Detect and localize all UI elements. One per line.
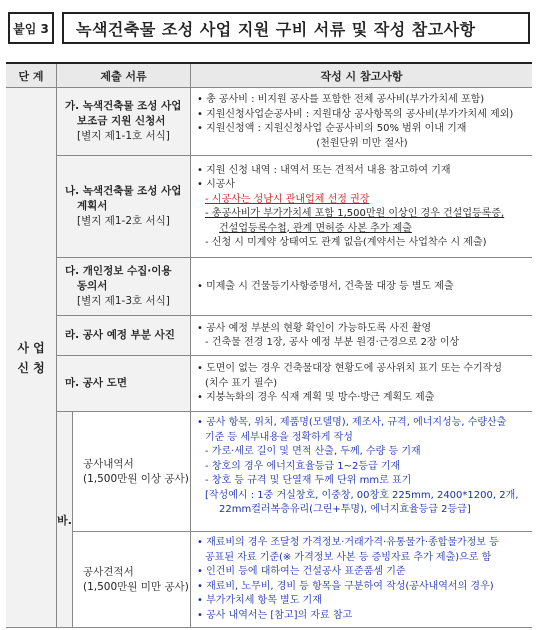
note-line: - 시공사는 성남시 관내업체 선정 권장: [205, 193, 370, 205]
notes-cell: [191, 88, 532, 156]
notes-cell: [191, 258, 532, 316]
note-line: [작성예시 : 1중 거실창호, 이중창, 00창호 225mm, 2400*1200, 2개,: [205, 489, 519, 501]
note-line: • 재료비, 노무비, 경비 등 항목을 구분하여 작성(공사내역서의 경우): [197, 580, 494, 592]
notes-cell: [191, 316, 532, 356]
note-line: • 지원신청액 : 지원신청사업 순공사비의 50% 범위 이내 기재: [197, 123, 467, 134]
note-line: 건설업등록수첩, 관계 면허증 사본 추가 제출: [219, 222, 412, 234]
notes-cell: [191, 532, 532, 628]
note-line: • 미제출 시 건물등기사항증명서, 건축물 대장 등 별도 제출: [197, 280, 454, 292]
note-line: - 창호 등 규격 및 단열재 두께 단위 mm로 표기: [205, 475, 412, 486]
page-title: 녹색건축물 조성 사업 지원 구비 서류 및 작성 참고사항: [62, 12, 530, 44]
column-header-stage: 단 계: [6, 64, 57, 88]
document-title: 계획서: [77, 200, 108, 212]
note-line: • 총 공사비 : 비지원 공사를 포함한 전체 공사비(부가가치세 포함): [197, 94, 485, 105]
document-title: 다. 개인정보 수집·이용: [65, 265, 172, 277]
note-line: • 지붕녹화의 경우 식재 계획 및 방수·방근 계획도 제출: [197, 392, 435, 404]
document-table: [6, 62, 532, 628]
stage-cell: [6, 88, 57, 628]
document-title-cell: [73, 532, 191, 628]
document-label-ba: 바.: [57, 412, 73, 628]
note-line: • 도면이 없는 경우 건축물대장 현황도에 공사위치 표기 또는 수기작성: [197, 363, 502, 375]
document-condition: (1,500만원 미만 공사): [83, 580, 189, 593]
note-line: 22mm컬러복층유리(그린+투명), 에너지효율등급 2등급]: [219, 504, 471, 515]
document-title: 동의서: [77, 280, 108, 292]
stage-label-line: 신 청: [17, 360, 45, 375]
document-title: 라. 공사 예정 부분 사진: [65, 329, 175, 341]
document-title: 보조금 지원 신청서: [77, 115, 166, 127]
document-form-number: [별지 제1-3호 서식]: [77, 295, 170, 307]
note-line: - 창호의 경우 에너지효율등급 1~2등급 기재: [205, 460, 401, 472]
note-line: • 재료비의 경우 조달청 가격정보·거래가격·유통물가·종합물가정보 등: [197, 537, 499, 548]
note-line: (치수 표기 필수): [205, 377, 278, 389]
document-title: 공사내역서: [83, 457, 134, 470]
note-line: • 시공사: [197, 179, 236, 190]
note-line: - 건축물 전경 1장, 공사 예정 부분 원경·근경으로 2장 이상: [205, 337, 460, 348]
document-title: 공사견적서: [83, 565, 134, 578]
notes-cell: [191, 156, 532, 258]
notes-cell: [191, 356, 532, 412]
note-line: - 총공사비가 부가가치세 포함 1,500만원 이상인 경우 건설업등록증,: [205, 208, 505, 219]
note-line: • 지원 신청 내역 : 내역서 또는 견적서 내용 참고하여 기재: [197, 164, 451, 176]
column-header-documents: 제출 서류: [57, 64, 191, 88]
document-title-cell: [57, 156, 191, 258]
document-title-cell: [57, 356, 191, 412]
note-line: • 부가가치세 항목 별도 기재: [197, 595, 322, 606]
note-line: (천원단위 미만 절사): [316, 137, 408, 149]
note-line: - 신청 시 미계약 상태여도 관계 없음(계약서는 사업착수 시 제출): [205, 237, 487, 248]
document-title-cell: [57, 258, 191, 316]
notes-cell: [191, 412, 532, 532]
note-line: - 가로·세로 길이 및 면적 산출, 두께, 수량 등 기재: [205, 446, 421, 457]
stage-label-line: 사 업: [17, 340, 45, 355]
document-title: 마. 공사 도면: [65, 377, 128, 389]
page-header: [8, 12, 530, 44]
document-form-number: [별지 제1-1호 서식]: [77, 130, 170, 142]
column-header-notes: 작성 시 참고사항: [191, 64, 532, 88]
note-line: • 공사 예정 부분의 현황 확인이 가능하도록 사진 촬영: [197, 322, 432, 334]
note-line: 공표된 자료 기준(※ 가격정보 사본 등 증빙자료 추가 제출)으로 함: [205, 551, 492, 563]
document-title-cell: [57, 316, 191, 356]
appendix-badge: 붙임 3: [8, 12, 54, 44]
note-line: • 공사 항목, 위치, 제품명(모델명), 제조사, 규격, 에너지성능, 수량산출: [197, 417, 507, 428]
document-condition: (1,500만원 이상 공사): [83, 472, 189, 485]
document-form-number: [별지 제1-2호 서식]: [77, 215, 170, 227]
document-title: 가. 녹색건축물 조성 사업: [65, 100, 182, 112]
note-line: • 인건비 등에 대하여는 건설공사 표준품셈 기준: [197, 566, 406, 577]
note-line: • 공사 내역서는 [참고]의 자료 참고: [197, 609, 353, 621]
document-title: 나. 녹색건축물 조성 사업: [65, 185, 182, 197]
note-line: • 지원신청사업순공사비 : 지원대상 공사항목의 공사비(부가가치세 제외): [197, 108, 514, 120]
document-title-cell: [73, 412, 191, 532]
note-line: 기준 등 세부내용을 정확하게 작성: [205, 431, 353, 443]
document-title-cell: [57, 88, 191, 156]
